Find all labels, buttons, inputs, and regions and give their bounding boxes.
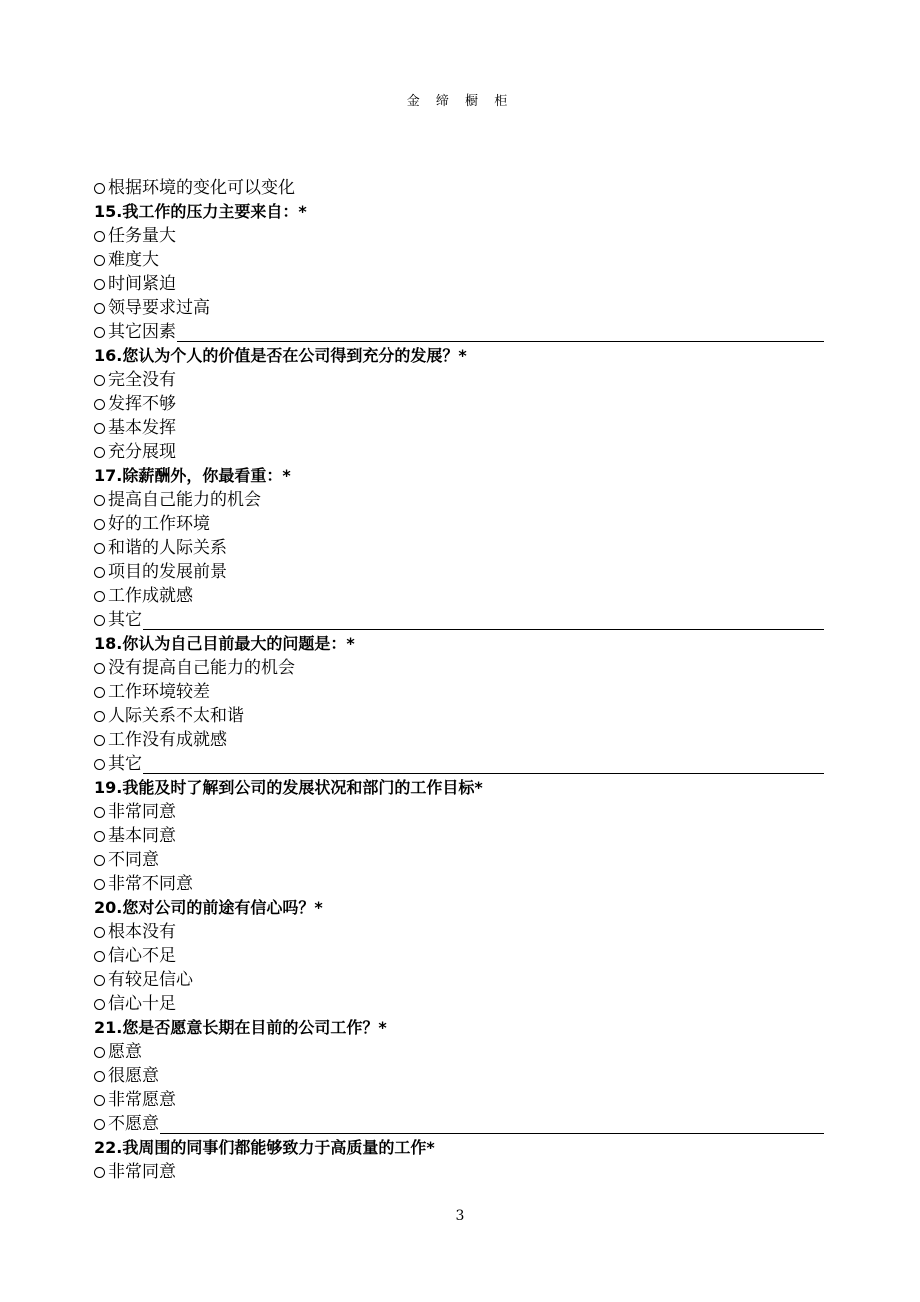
radio-circle-icon[interactable] bbox=[94, 759, 105, 770]
radio-circle-icon[interactable] bbox=[94, 591, 105, 602]
option-label: 工作环境较差 bbox=[108, 682, 210, 702]
radio-circle-icon[interactable] bbox=[94, 183, 105, 194]
option-label: 和谐的人际关系 bbox=[108, 538, 227, 558]
radio-circle-icon[interactable] bbox=[94, 255, 105, 266]
radio-circle-icon[interactable] bbox=[94, 1071, 105, 1082]
option-label: 提高自己能力的机会 bbox=[108, 490, 261, 510]
radio-circle-icon[interactable] bbox=[94, 1167, 105, 1178]
radio-option[interactable] bbox=[94, 272, 824, 296]
option-label: 基本发挥 bbox=[108, 418, 176, 438]
radio-option[interactable] bbox=[94, 488, 824, 512]
option-label: 发挥不够 bbox=[108, 394, 176, 414]
radio-option[interactable] bbox=[94, 920, 824, 944]
radio-option[interactable] bbox=[94, 512, 824, 536]
radio-circle-icon[interactable] bbox=[94, 615, 105, 626]
radio-circle-icon[interactable] bbox=[94, 927, 105, 938]
radio-circle-icon[interactable] bbox=[94, 879, 105, 890]
radio-option[interactable] bbox=[94, 1040, 824, 1064]
option-label: 难度大 bbox=[108, 250, 159, 270]
radio-circle-icon[interactable] bbox=[94, 687, 105, 698]
radio-circle-icon[interactable] bbox=[94, 279, 105, 290]
radio-circle-icon[interactable] bbox=[94, 1119, 105, 1130]
radio-option[interactable] bbox=[94, 704, 824, 728]
radio-circle-icon[interactable] bbox=[94, 231, 105, 242]
option-label: 项目的发展前景 bbox=[108, 562, 227, 582]
radio-circle-icon[interactable] bbox=[94, 495, 105, 506]
radio-circle-icon[interactable] bbox=[94, 831, 105, 842]
option-label: 非常不同意 bbox=[108, 874, 193, 894]
radio-option[interactable] bbox=[94, 176, 824, 200]
radio-option[interactable] bbox=[94, 1088, 824, 1112]
option-label: 其它 bbox=[108, 754, 142, 774]
radio-circle-icon[interactable] bbox=[94, 447, 105, 458]
radio-circle-icon[interactable] bbox=[94, 855, 105, 866]
option-label: 工作没有成就感 bbox=[108, 730, 227, 750]
radio-option[interactable] bbox=[94, 1160, 824, 1184]
option-label: 非常同意 bbox=[108, 802, 176, 822]
radio-circle-icon[interactable] bbox=[94, 327, 105, 338]
option-label: 有较足信心 bbox=[108, 970, 193, 990]
radio-circle-icon[interactable] bbox=[94, 375, 105, 386]
question-heading: 20.您对公司的前途有信心吗？* bbox=[94, 898, 323, 917]
option-label: 基本同意 bbox=[108, 826, 176, 846]
option-label: 其它因素 bbox=[108, 322, 176, 342]
fill-in-blank-line[interactable] bbox=[177, 323, 824, 342]
option-label: 人际关系不太和谐 bbox=[108, 706, 244, 726]
radio-option[interactable] bbox=[94, 1064, 824, 1088]
radio-circle-icon[interactable] bbox=[94, 711, 105, 722]
option-label: 根本没有 bbox=[108, 922, 176, 942]
option-label: 好的工作环境 bbox=[108, 514, 210, 534]
radio-option[interactable] bbox=[94, 368, 824, 392]
radio-option[interactable] bbox=[94, 416, 824, 440]
radio-circle-icon[interactable] bbox=[94, 807, 105, 818]
option-label: 其它 bbox=[108, 610, 142, 630]
option-label: 领导要求过高 bbox=[108, 298, 210, 318]
radio-option[interactable] bbox=[94, 680, 824, 704]
option-label: 不愿意 bbox=[108, 1114, 159, 1134]
survey-content bbox=[94, 176, 824, 1184]
radio-circle-icon[interactable] bbox=[94, 399, 105, 410]
radio-option[interactable] bbox=[94, 224, 824, 248]
radio-option[interactable] bbox=[94, 728, 824, 752]
radio-option[interactable] bbox=[94, 608, 824, 632]
radio-circle-icon[interactable] bbox=[94, 519, 105, 530]
radio-option[interactable] bbox=[94, 296, 824, 320]
radio-option[interactable] bbox=[94, 320, 824, 344]
radio-circle-icon[interactable] bbox=[94, 567, 105, 578]
option-label: 信心十足 bbox=[108, 994, 176, 1014]
option-label: 非常愿意 bbox=[108, 1090, 176, 1110]
radio-option[interactable] bbox=[94, 800, 824, 824]
radio-circle-icon[interactable] bbox=[94, 543, 105, 554]
radio-option[interactable] bbox=[94, 848, 824, 872]
radio-circle-icon[interactable] bbox=[94, 999, 105, 1010]
radio-circle-icon[interactable] bbox=[94, 951, 105, 962]
option-label: 时间紧迫 bbox=[108, 274, 176, 294]
option-label: 愿意 bbox=[108, 1042, 142, 1062]
radio-option[interactable] bbox=[94, 872, 824, 896]
radio-option[interactable] bbox=[94, 824, 824, 848]
radio-option[interactable] bbox=[94, 560, 824, 584]
option-label: 充分展现 bbox=[108, 442, 176, 462]
question-heading: 19.我能及时了解到公司的发展状况和部门的工作目标* bbox=[94, 778, 483, 797]
option-label: 工作成就感 bbox=[108, 586, 193, 606]
radio-option[interactable] bbox=[94, 440, 824, 464]
option-label: 任务量大 bbox=[108, 226, 176, 246]
option-label: 完全没有 bbox=[108, 370, 176, 390]
radio-circle-icon[interactable] bbox=[94, 663, 105, 674]
option-label: 非常同意 bbox=[108, 1162, 176, 1182]
question-heading: 15.我工作的压力主要来自：* bbox=[94, 202, 307, 221]
fill-in-blank-line[interactable] bbox=[143, 611, 824, 630]
page-number: 3 bbox=[455, 1208, 465, 1224]
radio-option[interactable] bbox=[94, 968, 824, 992]
radio-option[interactable] bbox=[94, 536, 824, 560]
radio-option[interactable] bbox=[94, 392, 824, 416]
radio-circle-icon[interactable] bbox=[94, 975, 105, 986]
option-label: 没有提高自己能力的机会 bbox=[108, 658, 295, 678]
option-label: 根据环境的变化可以变化 bbox=[108, 178, 295, 198]
fill-in-blank-line[interactable] bbox=[143, 755, 824, 774]
radio-option[interactable] bbox=[94, 1112, 824, 1136]
fill-in-blank-line[interactable] bbox=[160, 1115, 824, 1134]
option-label: 不同意 bbox=[108, 850, 159, 870]
question-heading: 17.除薪酬外，你最看重：* bbox=[94, 466, 291, 485]
option-label: 很愿意 bbox=[108, 1066, 159, 1086]
page-header: 金 缔 橱 柜 bbox=[406, 94, 514, 109]
radio-circle-icon[interactable] bbox=[94, 1095, 105, 1106]
radio-option[interactable] bbox=[94, 584, 824, 608]
radio-option[interactable] bbox=[94, 656, 824, 680]
radio-option[interactable] bbox=[94, 944, 824, 968]
radio-option[interactable] bbox=[94, 248, 824, 272]
radio-circle-icon[interactable] bbox=[94, 1047, 105, 1058]
question-heading: 21.您是否愿意长期在目前的公司工作？* bbox=[94, 1018, 387, 1037]
radio-circle-icon[interactable] bbox=[94, 735, 105, 746]
radio-circle-icon[interactable] bbox=[94, 423, 105, 434]
radio-option[interactable] bbox=[94, 992, 824, 1016]
question-heading: 16.您认为个人的价值是否在公司得到充分的发展？* bbox=[94, 346, 467, 365]
option-label: 信心不足 bbox=[108, 946, 176, 966]
radio-option[interactable] bbox=[94, 752, 824, 776]
question-heading: 22.我周围的同事们都能够致力于高质量的工作* bbox=[94, 1138, 435, 1157]
question-heading: 18.你认为自己目前最大的问题是：* bbox=[94, 634, 355, 653]
radio-circle-icon[interactable] bbox=[94, 303, 105, 314]
